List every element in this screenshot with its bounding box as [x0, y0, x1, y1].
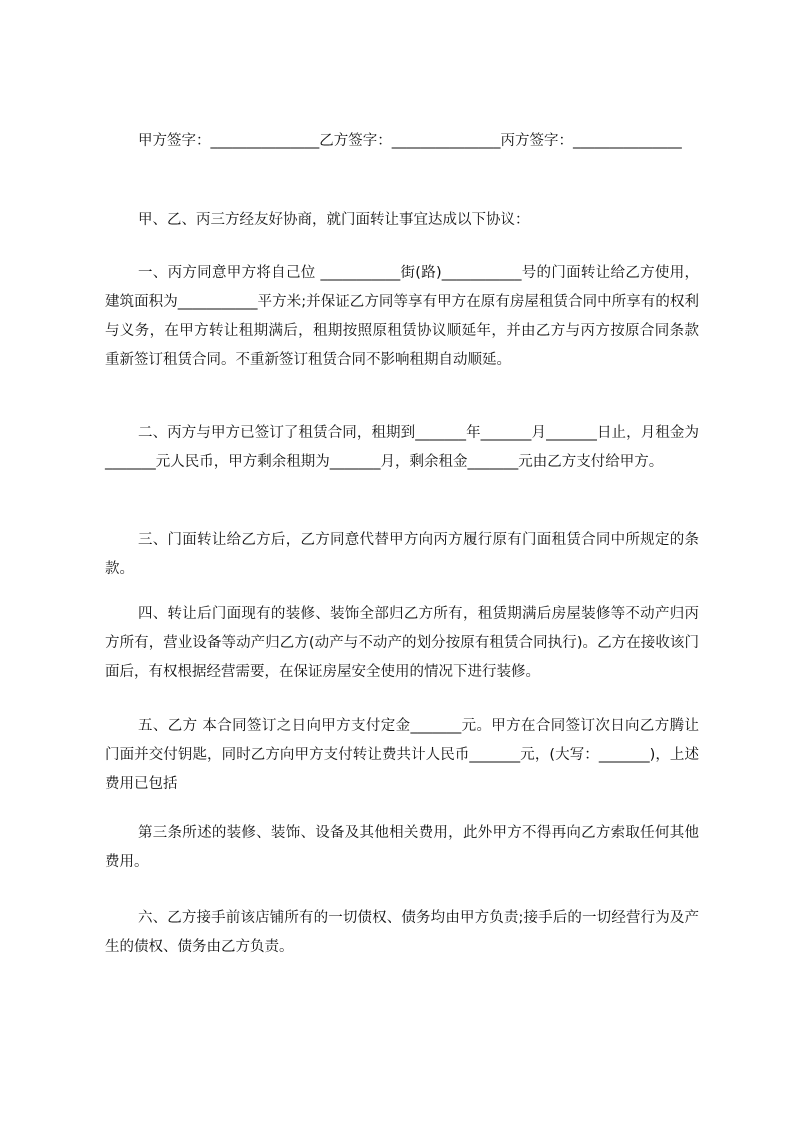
clause-1: 一、丙方同意甲方将自己位 ___________街(路)___________号的门面转让给乙方使用，建筑面积为___________平方米;并保证乙方同等享有甲方在原有房屋租赁合同中所享有的权利与义务，在甲方转让租期满后，租期按照原租赁协议顺延年，并由乙方与丙方按原合同条款重新签订租赁合同。不重新签订租赁合同不影响租期自动顺延。 — [105, 265, 699, 368]
clause-6: 六、乙方接手前该店铺所有的一切债权、债务均由甲方负责;接手后的一切经营行为及产生的债权、债务由乙方负责。 — [105, 910, 699, 955]
clause-2: 二、丙方与甲方已签订了租赁合同，租期到_______年_______月_______日止，月租金为_______元人民币，甲方剩余租期为_______月，剩余租金_______元由乙方支付给甲方。 — [105, 425, 699, 470]
clause-3: 三、门面转让给乙方后，乙方同意代替甲方向丙方履行原有门面租赁合同中所规定的条款。 — [105, 532, 699, 577]
intro-paragraph: 甲、乙、丙三方经友好协商，就门面转让事宜达成以下协议： — [138, 212, 530, 228]
clause-5: 五、乙方 本合同签订之日向甲方支付定金_______元。甲方在合同签订次日向乙方腾让门面并交付钥匙，同时乙方向甲方支付转让费共计人民币_______元，(大写：_______)，上述费用已包括 — [105, 718, 699, 792]
signature-line: 甲方签字：_______________乙方签字：_______________丙方签字：_______________ — [138, 133, 682, 149]
clause-4: 四、转让后门面现有的装修、装饰全部归乙方所有，租赁期满后房屋装修等不动产归丙方所有，营业设备等动产归乙方(动产与不动产的划分按原有租赁合同执行)。乙方在接收该门面后，有权根据经营需要，在保证房屋安全使用的情况下进行装修。 — [105, 606, 699, 680]
clause-5-continued: 第三条所述的装修、装饰、设备及其他相关费用，此外甲方不得再向乙方索取任何其他费用。 — [105, 825, 699, 870]
